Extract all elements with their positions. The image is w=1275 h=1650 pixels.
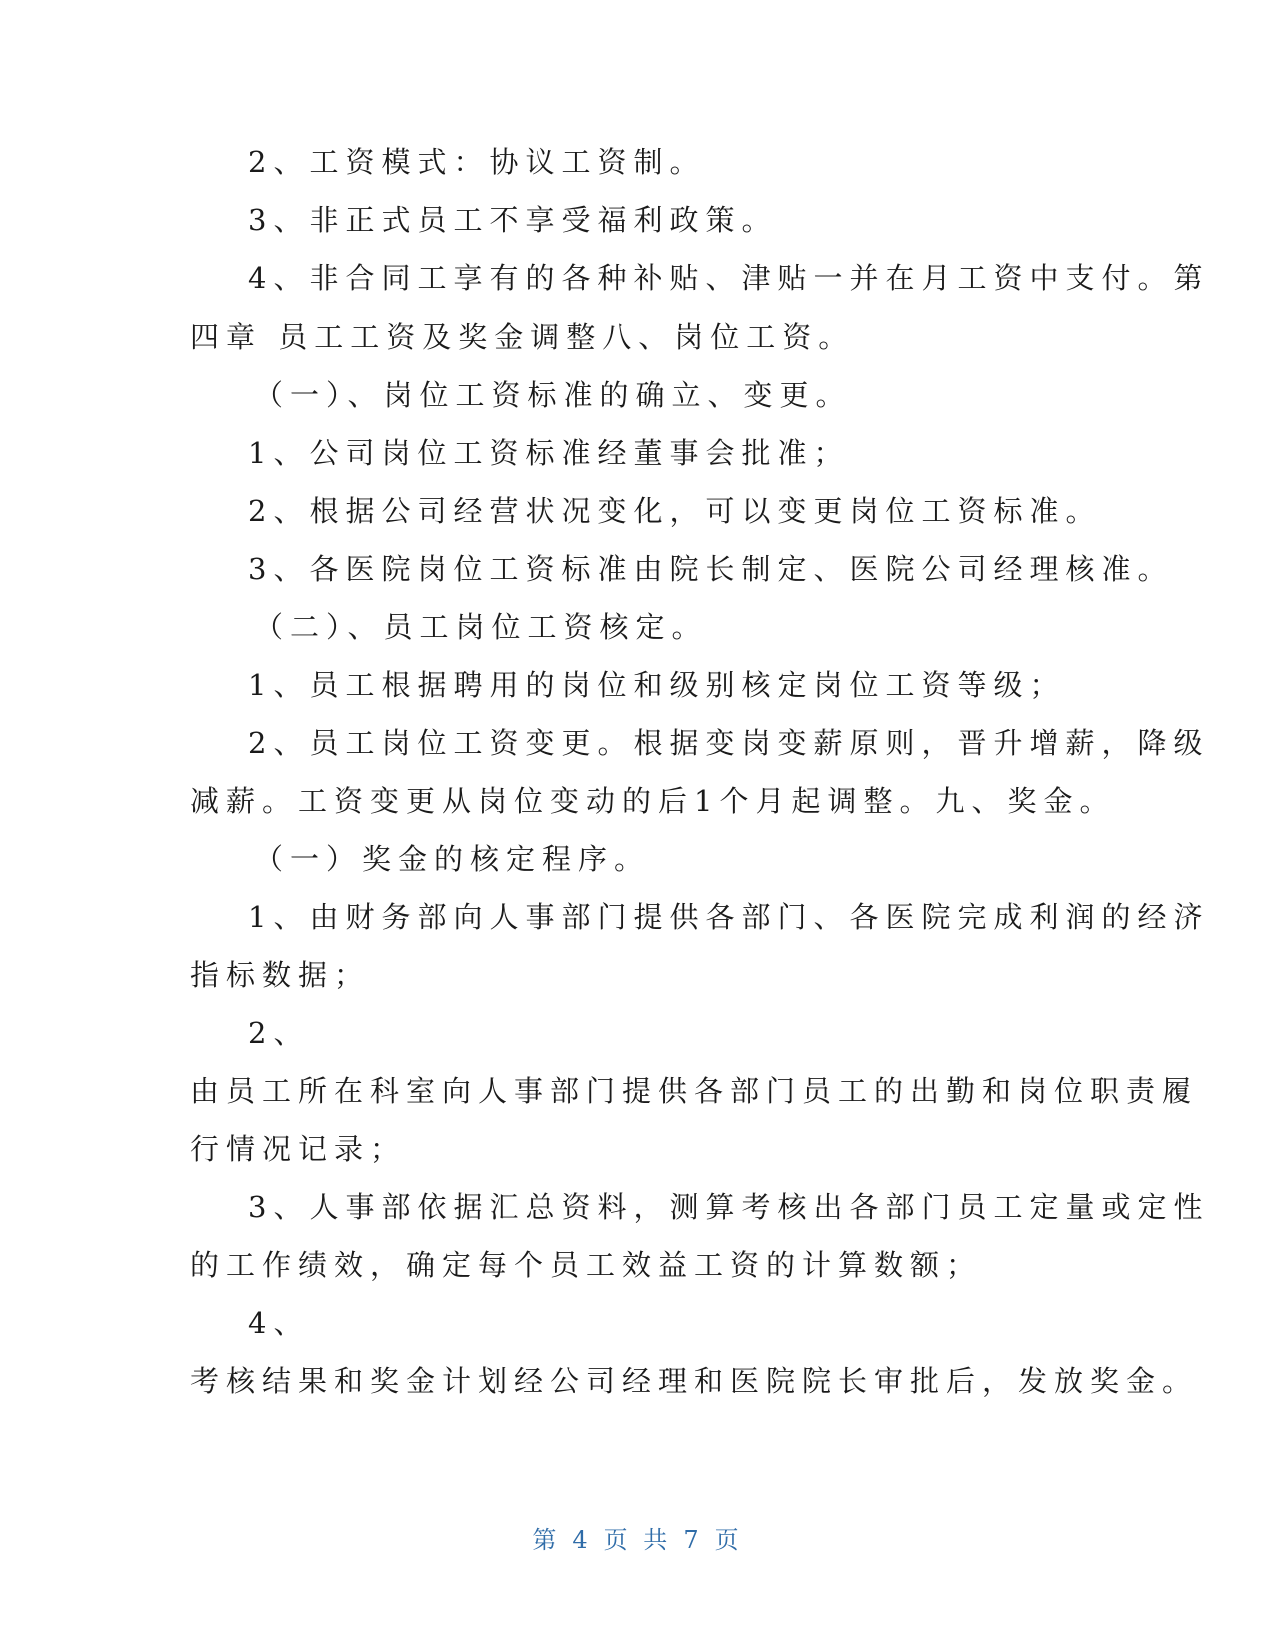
text-line: 4、非合同工享有的各种补贴、津贴一并在月工资中支付。第 <box>248 261 1210 295</box>
section-heading: （一）、岗位工资标准的确立、变更。 <box>254 378 852 412</box>
text-line: 1、由财务部向人事部门提供各部门、各医院完成利润的经济 <box>248 900 1210 934</box>
page-footer <box>0 1525 1275 1555</box>
text-line: 行情况记录； <box>190 1132 407 1166</box>
text-line: 减薪。工资变更从岗位变动的后1个月起调整。九、奖金。 <box>190 784 1116 818</box>
current-page-number: 4 <box>572 1526 592 1554</box>
text-line: 的工作绩效，确定每个员工效益工资的计算数额； <box>190 1248 983 1282</box>
footer-middle: 页 共 <box>603 1526 672 1554</box>
text-line: 1、公司岗位工资标准经董事会批准； <box>248 436 850 470</box>
text-line: 指标数据； <box>190 958 371 992</box>
footer-prefix: 第 <box>532 1526 561 1554</box>
text-line: 3、人事部依据汇总资料，测算考核出各部门员工定量或定性 <box>248 1190 1210 1224</box>
text-line: 四章 员工工资及奖金调整八、岗位工资。 <box>190 320 855 354</box>
total-page-number: 7 <box>683 1526 703 1554</box>
text-line: 4、 <box>248 1306 310 1340</box>
text-line: 3、非正式员工不享受福利政策。 <box>248 203 778 237</box>
text-line: 2、工资模式：协议工资制。 <box>248 145 706 179</box>
text-line: 考核结果和奖金计划经公司经理和医院院长审批后，发放奖金。 <box>190 1364 1199 1398</box>
text-line: 1、员工根据聘用的岗位和级别核定岗位工资等级； <box>248 668 1066 702</box>
footer-suffix: 页 <box>714 1526 743 1554</box>
text-line: 2、员工岗位工资变更。根据变岗变薪原则，晋升增薪，降级 <box>248 726 1210 760</box>
text-line: 3、各医院岗位工资标准由院长制定、医院公司经理核准。 <box>248 552 1174 586</box>
section-heading: （二）、员工岗位工资核定。 <box>254 610 708 644</box>
text-line: 由员工所在科室向人事部门提供各部门员工的出勤和岗位职责履 <box>190 1074 1199 1108</box>
text-line: 2、 <box>248 1016 310 1050</box>
text-line: 2、根据公司经营状况变化，可以变更岗位工资标准。 <box>248 494 1102 528</box>
section-heading: （一）奖金的核定程序。 <box>254 842 651 876</box>
